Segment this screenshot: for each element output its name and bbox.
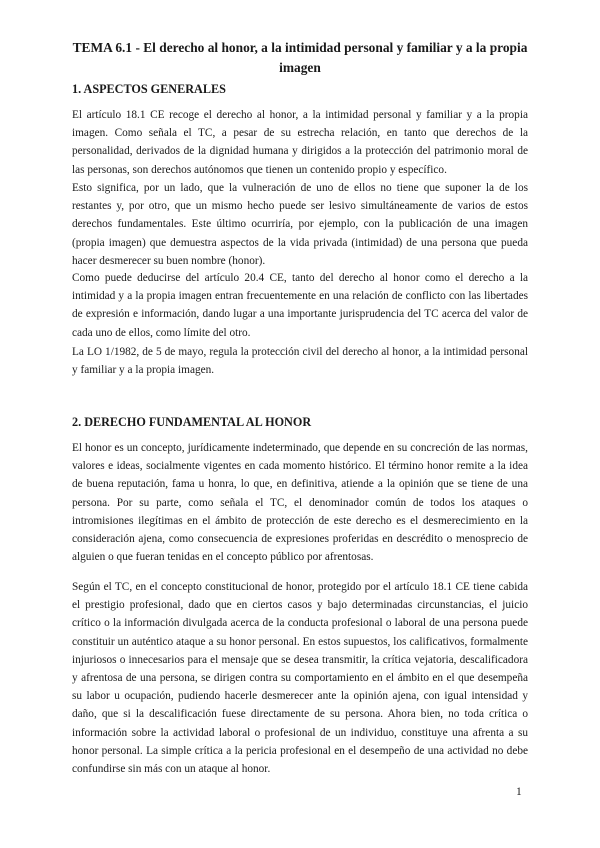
page-number: 1: [516, 786, 522, 798]
paragraph: El honor es un concepto, jurídicamente indeterminado, que depende en su concreción de las normas, valores e ideas, socialmente vigentes en cada momento histórico. El término honor remite a la idea de buena reputación, fama u honra, lo que, en definitiva, atiende a la opinión que se tiene de una persona. Por su parte, como señala el TC, el denominador común de todos los ataques o intromisiones ilegítimas en el ámbito de protección de este derecho es el desmerecimiento en la consideración ajena, como consecuencia de expresiones proferidas en descrédito o menosprecio de alguien o que fueran tenidas en el concepto público por afrentosas.: [72, 442, 528, 564]
paragraph: El artículo 18.1 CE recoge el derecho al honor, a la intimidad personal y familiar y a la propia imagen. Como señala el TC, a pesar de su estrecha relación, en tanto que derechos de la personalidad, derivados de la dignidad humana y dirigidos a la protección del patrimonio moral de las personas, son derechos autónomos que tienen un contenido propio y específico.: [72, 109, 528, 176]
section-heading: 2. DERECHO FUNDAMENTAL AL HONOR: [72, 415, 312, 429]
document-title: TEMA 6.1 - El derecho al honor, a la intimidad personal y familiar y a la propia imagen: [72, 40, 528, 75]
paragraph: Como puede deducirse del artículo 20.4 CE, tanto del derecho al honor como el derecho a la intimidad y a la propia imagen entran frecuentemente en una relación de conflicto con las libertades de expresión e información, dando lugar a una importante jurisprudencia del TC acerca del valor de cada uno de ellos, como límite del otro.: [72, 272, 528, 339]
paragraph: La LO 1/1982, de 5 de mayo, regula la protección civil del derecho al honor, a la intimidad personal y familiar y a la propia imagen.: [72, 346, 528, 377]
paragraph: Según el TC, en el concepto constitucional de honor, protegido por el artículo 18.1 CE tiene cabida el prestigio profesional, dado que en ciertos casos y bajo determinadas circunstancias, el juicio crítico o la información divulgada acerca de la conducta profesional o laboral de una persona puede constituir un auténtico ataque a su honor personal. En estos supuestos, los calificativos, formalmente injuriosos o innecesarios para el mensaje que se desea transmitir, la crítica vejatoria, descalificadora y afrentosa de una persona, se dirigen contra su comportamiento en el ámbito en el que desempeña su labor u ocupación, pudiendo hacerle desmerecer ante la opinión ajena, con igual intensidad y daño, que si la descalificación fuese directamente de su persona. Ahora bien, no toda crítica o información sobre la actividad laboral o profesional de un individuo, constituye una afrenta a su honor personal. La simple crítica a la pericia profesional en el desempeño de una actividad no debe confundirse sin más con un ataque al honor.: [72, 581, 528, 776]
paragraph: Esto significa, por un lado, que la vulneración de uno de ellos no tiene que suponer la de los restantes y, por otro, que un mismo hecho puede ser lesivo simultáneamente de varios de estos derechos fundamentales. Este último ocurriría, por ejemplo, con la publicación de una imagen (propia imagen) que demuestra aspectos de la vida privada (intimidad) de una persona que pueda hacer desmerecer su buen nombre (honor).: [72, 182, 528, 267]
section-heading: 1. ASPECTOS GENERALES: [72, 82, 226, 96]
